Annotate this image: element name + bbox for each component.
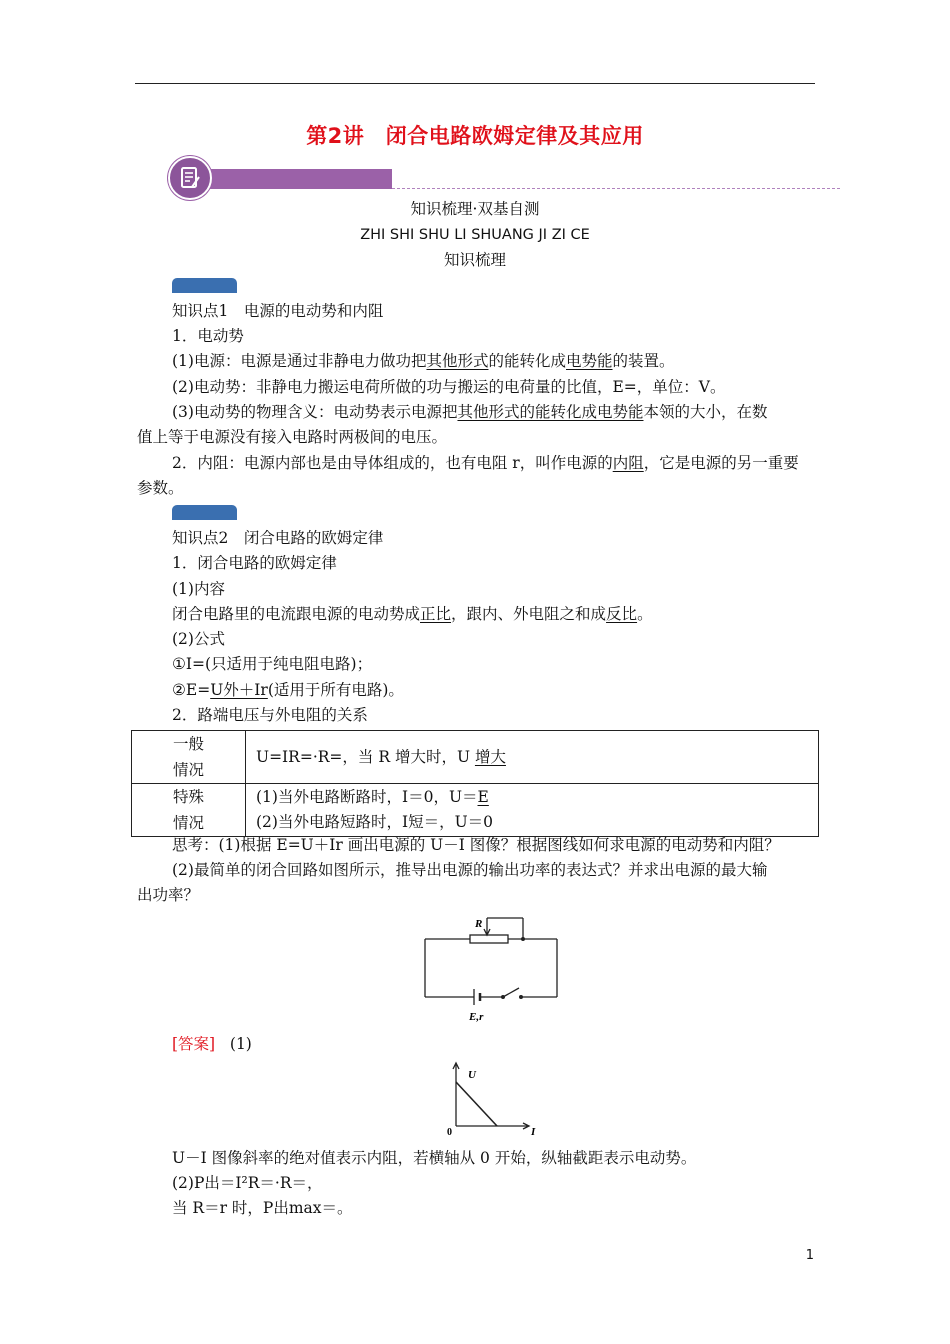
page-title: 第2讲 闭合电路欧姆定律及其应用 xyxy=(306,124,644,148)
table-cell-special: (1)当外电路断路时，I＝0，U＝E (2)当外电路短路时，I短＝，U＝0 xyxy=(246,784,819,837)
kp2-sub1: 1．闭合电路的欧姆定律 xyxy=(172,554,337,572)
kp1-heading: 知识点1 电源的电动势和内阻 xyxy=(172,302,384,320)
kp1-sub1: 1．电动势 xyxy=(172,327,244,345)
knowledge-tag xyxy=(172,278,237,293)
kp1-p3-cont: 值上等于电源没有接入电路时两极间的电压。 xyxy=(137,428,448,446)
section-pinyin: ZHI SHI SHU LI SHUANG JI ZI CE xyxy=(360,227,590,243)
table-cell-general: U=IR=·R=，当 R 增大时，U 增大 xyxy=(246,731,819,784)
banner-dashed-rule xyxy=(392,188,840,189)
kp1-sub2-cont: 参数。 xyxy=(137,479,184,497)
think-q2-cont: 出功率？ xyxy=(137,886,200,904)
kp1-p1: (1)电源：电源是通过非静电力做功把其他形式的能转化成电势能的装置。 xyxy=(172,352,675,370)
table-head-special: 特殊 情况 xyxy=(132,784,246,837)
u-i-graph xyxy=(440,1060,550,1140)
circuit-diagram xyxy=(415,910,565,1025)
kp1-sub2: 2．内阻：电源内部也是由导体组成的，也有电阻 r，叫作电源的内阻，它是电源的另一重要 xyxy=(172,454,799,472)
switch-contact xyxy=(519,995,523,999)
kp2-content: 闭合电路里的电流跟电源的电动势成正比，跟内、外电阻之和成反比。 xyxy=(172,605,653,623)
table-head-general: 一般 情况 xyxy=(132,731,246,784)
notebook-icon xyxy=(168,156,212,200)
kp2-content-label: (1)内容 xyxy=(172,580,225,598)
resistor-label: R xyxy=(475,918,483,930)
top-rule xyxy=(135,83,815,84)
answer-tag: [答案] xyxy=(172,1035,216,1053)
junction-dot xyxy=(521,937,525,941)
answer-line: [答案] (1) xyxy=(172,1035,252,1053)
source-label: E,r xyxy=(469,1011,484,1023)
kp1-p3: (3)电动势的物理含义：电动势表示电源把其他形式的能转化成电势能本领的大小，在数 xyxy=(172,403,768,421)
kp2-formula-label: (2)公式 xyxy=(172,630,225,648)
think-q1: 思考：(1)根据 E=U＋Ir 画出电源的 U－I 图像？根据图线如何求电源的电动势和内阻？ xyxy=(172,836,780,854)
kp2-formula-2: ②E=U外＋Ir(适用于所有电路)。 xyxy=(172,681,404,699)
answer-p2: (2)P出＝I²R＝·R＝， xyxy=(172,1174,323,1192)
section-title: 知识梳理·双基自测 xyxy=(410,200,540,218)
switch-lever xyxy=(503,988,519,997)
u-i-line xyxy=(456,1082,497,1126)
page-number: 1 xyxy=(805,1248,814,1263)
resistor xyxy=(470,935,508,943)
knowledge-tag xyxy=(172,505,237,520)
kp2-formula-1: ①I=(只适用于纯电阻电路)； xyxy=(172,655,373,673)
answer-p3: 当 R＝r 时，P出max＝。 xyxy=(172,1199,353,1217)
kp2-heading: 知识点2 闭合电路的欧姆定律 xyxy=(172,529,384,547)
switch-contact xyxy=(501,995,505,999)
kp2-sub2: 2．路端电压与外电阻的关系 xyxy=(172,706,368,724)
section-subtitle: 知识梳理 xyxy=(443,251,506,269)
kp1-p2: (2)电动势：非静电力搬运电荷所做的功与搬运的电荷量的比值，E=，单位：V。 xyxy=(172,378,726,396)
graph-x-label: I xyxy=(531,1126,536,1138)
graph-y-label: U xyxy=(468,1069,476,1081)
voltage-table xyxy=(131,730,819,837)
answer-explain: U－I 图像斜率的绝对值表示内阻，若横轴从 0 开始，纵轴截距表示电动势。 xyxy=(172,1149,697,1167)
graph-origin: 0 xyxy=(447,1127,452,1138)
think-q2: (2)最简单的闭合回路如图所示，推导出电源的输出功率的表达式？并求出电源的最大输 xyxy=(172,861,768,879)
